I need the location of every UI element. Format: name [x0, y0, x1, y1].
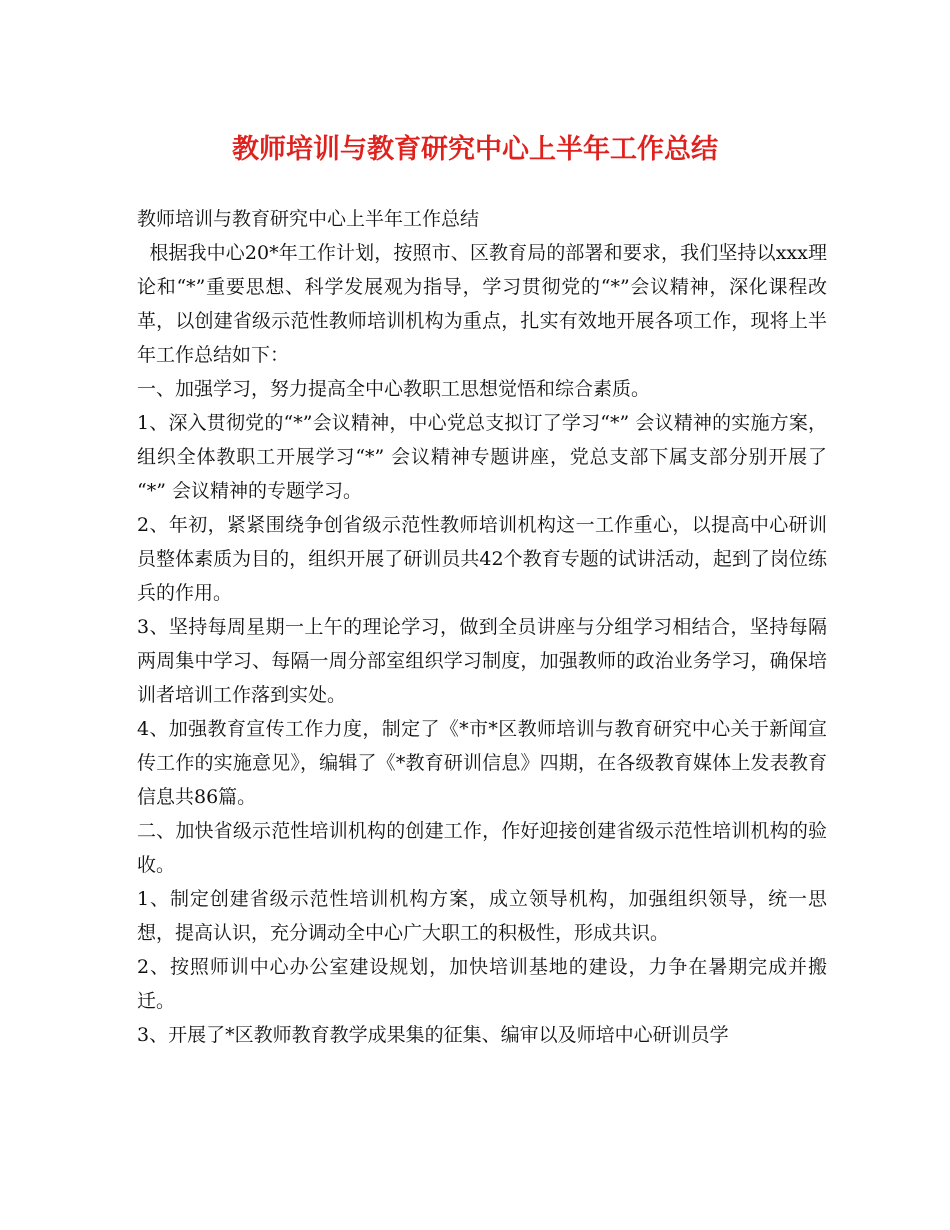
paragraph-item: 1、深入贯彻党的“*”会议精神，中心党总支拟订了学习“*” 会议精神的实施方案，组织全体教职工开展学习“*” 会议精神专题讲座，党总支部下属支部分别开展了 “*” 会议精神的专题学习。: [137, 412, 827, 502]
section-heading-2: 二、加快省级示范性培训机构的创建工作，作好迎接创建省级示范性培训机构的验收。: [137, 820, 827, 876]
paragraph-item: 4、加强教育宣传工作力度，制定了《*市*区教师培训与教育研究中心关于新闻宣传工作的实施意见》，编辑了《*教育研训信息》四期，在各级教育媒体上发表教育信息共86篇。: [137, 718, 827, 808]
document-title: 教师培训与教育研究中心上半年工作总结: [232, 134, 718, 165]
paragraph-item: 2、年初，紧紧围绕争创省级示范性教师培训机构这一工作重心，以提高中心研训员整体素质为目的，组织开展了研训员共42个教育专题的试讲活动，起到了岗位练兵的作用。: [137, 514, 827, 604]
paragraph-item: 2、按照师训中心办公室建设规划，加快培训基地的建设，力争在暑期完成并搬迁。: [137, 956, 827, 1012]
section-heading-1: 一、加强学习，努力提高全中心教职工思想觉悟和综合素质。: [137, 378, 651, 400]
paragraph-item: 1、制定创建省级示范性培训机构方案，成立领导机构，加强组织领导，统一思想，提高认识，充分调动全中心广大职工的积极性，形成共识。: [137, 888, 827, 944]
paragraph-intro: 根据我中心20*年工作计划，按照市、区教育局的部署和要求，我们坚持以xxx理论和“*”重要思想、科学发展观为指导，学习贯彻党的“*”会议精神，深化课程改革，以创建省级示范性教师培训机构为重点，扎实有效地开展各项工作，现将上半年工作总结如下：: [137, 242, 827, 366]
paragraph-item: 3、坚持每周星期一上午的理论学习，做到全员讲座与分组学习相结合，坚持每隔两周集中学习、每隔一周分部室组织学习制度，加强教师的政治业务学习，确保培训者培训工作落到实处。: [137, 616, 827, 706]
paragraph-subtitle: 教师培训与教育研究中心上半年工作总结: [137, 208, 480, 230]
document-body: [137, 202, 827, 1052]
paragraph-item: 3、开展了*区教师教育教学成果集的征集、编审以及师培中心研训员学: [137, 1024, 729, 1046]
